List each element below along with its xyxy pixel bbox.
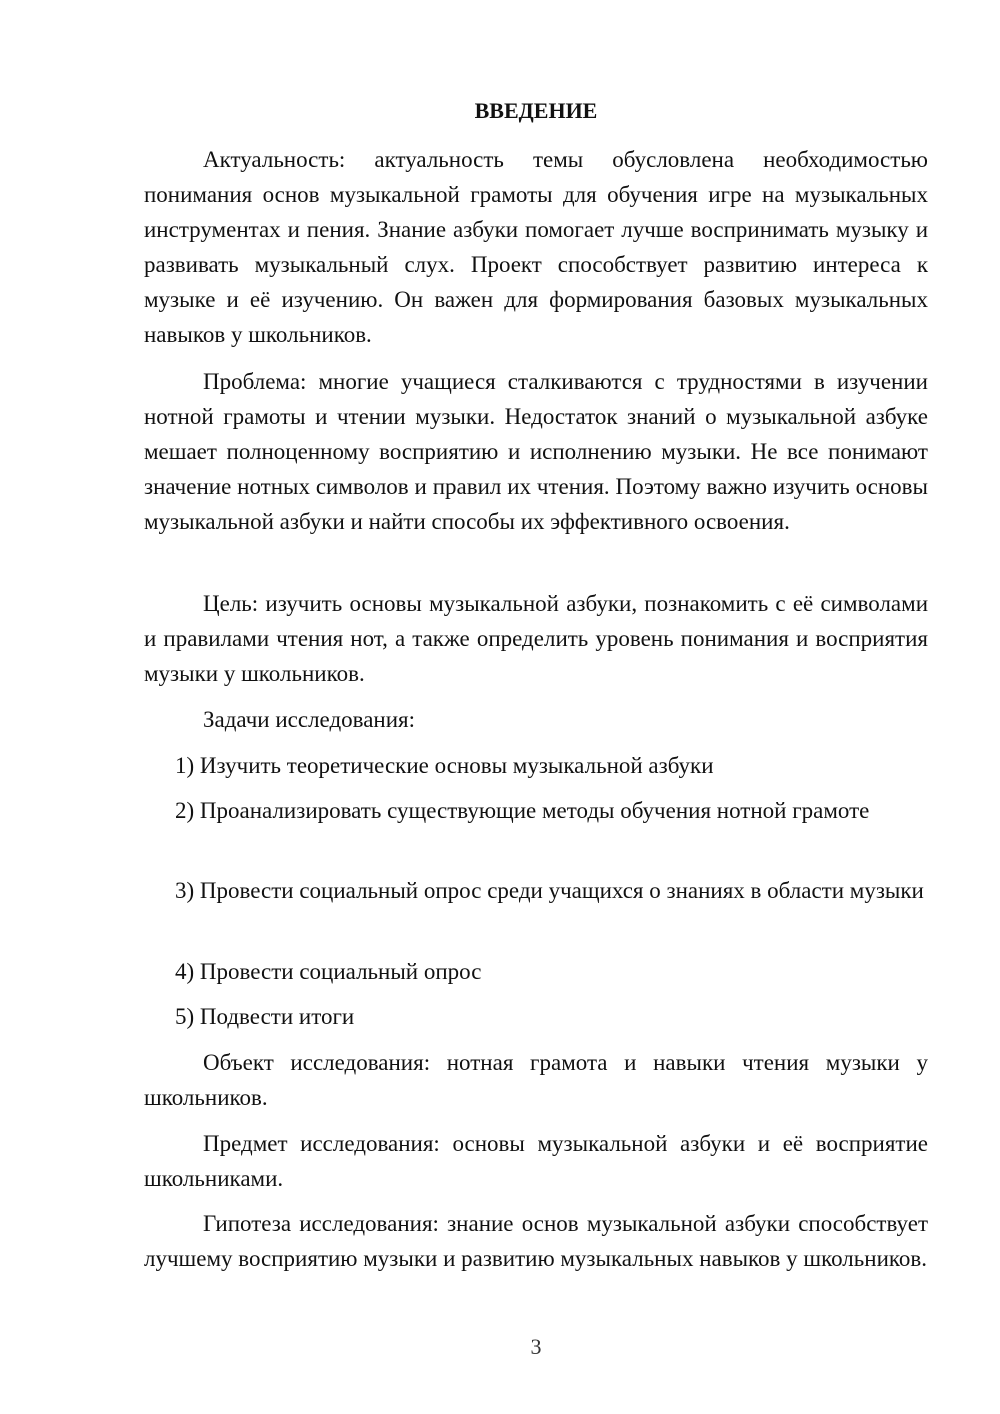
problem-paragraph: Проблема: многие учащиеся сталкиваются с трудностями в изучении нотной грамоты и чтении музыки. Недостаток знаний о музыкальной азбуке мешает полноценному восприятию и исполнению музыки. Не все понимают значение нотных символов и правил их чтения. Поэтому важно изучить основы музыкальной азбуки и найти способы их эффективного освоения. <box>144 369 928 534</box>
relevance-paragraph: Актуальность: актуальность темы обусловлена необходимостью понимания основ музыкальной грамоты для обучения игре на музыкальных инструментах и пения. Знание азбуки помогает лучше воспринимать музыку и развивать музыкальный слух. Проект способствует развитию интереса к музыке и её изучению. Он важен для формирования базовых музыкальных навыков у школьников. <box>144 147 928 347</box>
tasks-title: Задачи исследования: <box>203 707 416 732</box>
subject-paragraph: Предмет исследования: основы музыкальной азбуки и её восприятие школьниками. <box>144 1131 928 1191</box>
goal-paragraph: Цель: изучить основы музыкальной азбуки, познакомить с её символами и правилами чтения нот, а также определить уровень понимания и восприятия музыки у школьников. <box>144 591 928 686</box>
task-item: 4) Провести социальный опрос <box>175 959 482 984</box>
task-item: 1) Изучить теоретические основы музыкальной азбуки <box>175 753 714 778</box>
task-item: 2) Проанализировать существующие методы обучения нотной грамоте <box>175 798 870 823</box>
section-heading: ВВЕДЕНИЕ <box>474 98 598 123</box>
object-paragraph: Объект исследования: нотная грамота и навыки чтения музыки у школьников. <box>144 1050 928 1110</box>
page-number: 3 <box>530 1334 542 1359</box>
task-item: 3) Провести социальный опрос среди учащихся о знаниях в области музыки <box>175 878 924 903</box>
hypothesis-paragraph: Гипотеза исследования: знание основ музыкальной азбуки способствует лучшему восприятию музыки и развитию музыкальных навыков у школьников. <box>144 1211 928 1271</box>
task-item: 5) Подвести итоги <box>175 1004 355 1029</box>
